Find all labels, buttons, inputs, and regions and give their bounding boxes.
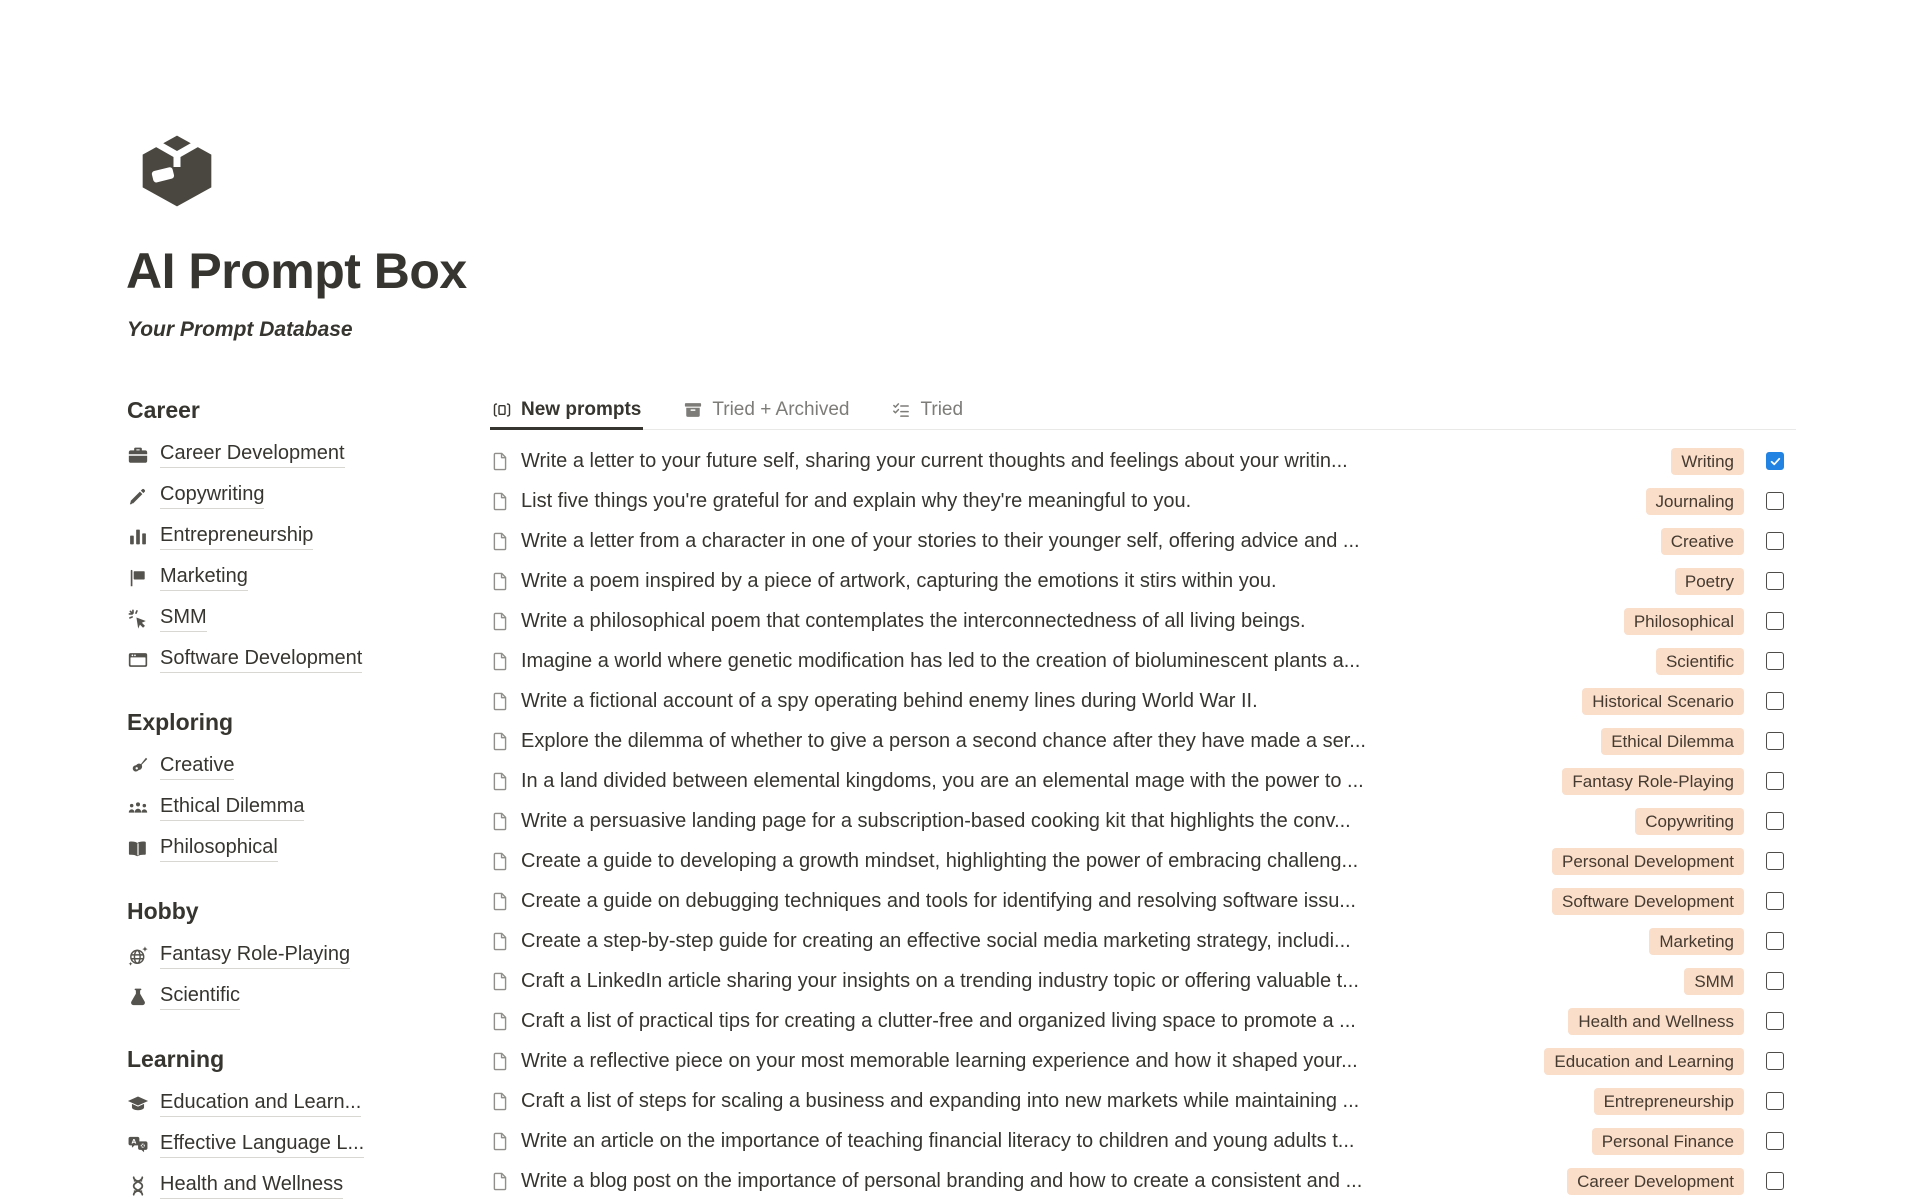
category-sidebar	[127, 392, 493, 1199]
prompt-link[interactable]: Write a fictional account of a spy operating behind enemy lines during World War II.	[521, 690, 1258, 713]
prompt-link[interactable]: Craft a LinkedIn article sharing your insights on a trending industry topic or offering valuable t...	[521, 970, 1359, 993]
sidebar-item-label: Entrepreneurship	[160, 524, 313, 550]
prompt-link[interactable]: Write a reflective piece on your most memorable learning experience and how it shaped your...	[521, 1050, 1358, 1073]
sidebar-item-label: Scientific	[160, 984, 240, 1010]
prompt-link[interactable]: Write a poem inspired by a piece of artwork, capturing the emotions it stirs within you.	[521, 570, 1277, 593]
tried-checkbox[interactable]	[1766, 1132, 1784, 1150]
prompt-table	[490, 441, 1796, 1199]
tag-pill-smm[interactable]: SMM	[1684, 968, 1744, 995]
prompt-link[interactable]: Create a step-by-step guide for creating an effective social media marketing strategy, includi...	[521, 930, 1351, 953]
page-file-icon	[490, 811, 511, 832]
sidebar-item-label: Education and Learn...	[160, 1091, 361, 1117]
view-tabbar	[490, 392, 1796, 430]
page-file-icon	[490, 531, 511, 552]
tag-pill-fantasy-role-playing[interactable]: Fantasy Role-Playing	[1562, 768, 1744, 795]
prompt-link[interactable]: In a land divided between elemental kingdoms, you are an elemental mage with the power to ...	[521, 770, 1364, 793]
tag-pill-ethical-dilemma[interactable]: Ethical Dilemma	[1601, 728, 1744, 755]
sidebar-item-entrepreneurship[interactable]	[127, 516, 493, 557]
sidebar-item-label: Software Development	[160, 647, 362, 673]
table-row	[490, 961, 1796, 1001]
prompt-link[interactable]: Write a letter to your future self, sharing your current thoughts and feelings about your writin...	[521, 450, 1348, 473]
sidebar-section	[127, 394, 493, 680]
gallery-icon	[492, 400, 512, 420]
table-row	[490, 761, 1796, 801]
people-icon	[127, 797, 149, 819]
prompt-link[interactable]: Write a blog post on the importance of personal branding and how to create a consistent and ...	[521, 1170, 1362, 1193]
tried-checkbox[interactable]	[1766, 1052, 1784, 1070]
sidebar-section	[127, 1043, 493, 1199]
page-subtitle: Your Prompt Database	[127, 318, 353, 341]
tag-pill-writing[interactable]: Writing	[1671, 448, 1744, 475]
box-logo-icon	[137, 126, 217, 216]
tag-pill-marketing[interactable]: Marketing	[1649, 928, 1744, 955]
table-row	[490, 1081, 1796, 1121]
tab-tried[interactable]	[889, 392, 965, 430]
tried-checkbox[interactable]	[1766, 572, 1784, 590]
table-row	[490, 601, 1796, 641]
sidebar-section-items	[127, 935, 493, 1017]
globe-sparkle-icon	[127, 945, 149, 967]
tag-pill-historical-scenario[interactable]: Historical Scenario	[1582, 688, 1744, 715]
cursor-click-icon	[127, 608, 149, 630]
tried-checkbox[interactable]	[1766, 612, 1784, 630]
graduation-cap-icon	[127, 1093, 149, 1115]
table-row	[490, 1041, 1796, 1081]
prompt-link[interactable]: Write an article on the importance of teaching financial literacy to children and young adults t...	[521, 1130, 1354, 1153]
flag-icon	[127, 567, 149, 589]
sidebar-item-label: Marketing	[160, 565, 248, 591]
sidebar-section-heading-learning: Learning	[127, 1046, 225, 1072]
page-file-icon	[490, 491, 511, 512]
table-row	[490, 441, 1796, 481]
table-row	[490, 681, 1796, 721]
sidebar-item-copywriting[interactable]	[127, 475, 493, 516]
sidebar-item-label: SMM	[160, 606, 207, 632]
sidebar-section-items	[127, 746, 493, 869]
sidebar-item-label: Philosophical	[160, 836, 278, 862]
open-book-icon	[127, 838, 149, 860]
tried-checkbox[interactable]	[1766, 732, 1784, 750]
sidebar-section-heading-hobby: Hobby	[127, 898, 199, 924]
tag-pill-copywriting[interactable]: Copywriting	[1635, 808, 1744, 835]
page-file-icon	[490, 1131, 511, 1152]
page-file-icon	[490, 1011, 511, 1032]
archive-icon	[683, 400, 703, 420]
page-title: AI Prompt Box	[126, 243, 467, 299]
page-file-icon	[490, 851, 511, 872]
sidebar-item-label: Effective Language L...	[160, 1132, 364, 1158]
sidebar-item-career-development[interactable]	[127, 434, 493, 475]
prompt-link[interactable]: Create a guide to developing a growth mindset, highlighting the power of embracing challeng...	[521, 850, 1358, 873]
sidebar-item-education-and-learn[interactable]	[127, 1083, 493, 1124]
page-file-icon	[490, 771, 511, 792]
tab-label: Tried	[920, 398, 964, 420]
sidebar-section-heading-career: Career	[127, 397, 200, 423]
prompt-link[interactable]: Imagine a world where genetic modification has led to the creation of bioluminescent plants a...	[521, 650, 1360, 673]
prompt-link[interactable]: Write a letter from a character in one of your stories to their younger self, offering advice and ...	[521, 530, 1360, 553]
table-row	[490, 521, 1796, 561]
sidebar-item-health-and-wellness[interactable]	[127, 1165, 493, 1199]
prompt-database	[490, 392, 1796, 1199]
page-file-icon	[490, 571, 511, 592]
tab-label: Tried + Archived	[712, 398, 850, 420]
prompt-link[interactable]: Craft a list of steps for scaling a business and expanding into new markets while maintaining ...	[521, 1090, 1359, 1113]
prompt-link[interactable]: Create a guide on debugging techniques and tools for identifying and resolving software issu...	[521, 890, 1356, 913]
tried-checkbox[interactable]	[1766, 692, 1784, 710]
table-row	[490, 881, 1796, 921]
table-row	[490, 1001, 1796, 1041]
tag-pill-education-and-learning[interactable]: Education and Learning	[1544, 1048, 1744, 1075]
page-file-icon	[490, 691, 511, 712]
tag-pill-personal-finance[interactable]: Personal Finance	[1592, 1128, 1744, 1155]
sidebar-item-scientific[interactable]	[127, 976, 493, 1017]
tried-checkbox[interactable]	[1766, 452, 1784, 470]
flask-icon	[127, 986, 149, 1008]
tag-pill-career-development[interactable]: Career Development	[1567, 1168, 1744, 1195]
sidebar-item-label: Fantasy Role-Playing	[160, 943, 350, 969]
sidebar-section-heading-exploring: Exploring	[127, 709, 234, 735]
tried-checkbox[interactable]	[1766, 652, 1784, 670]
sidebar-section	[127, 706, 493, 869]
tried-checkbox[interactable]	[1766, 812, 1784, 830]
sidebar-item-creative[interactable]	[127, 746, 493, 787]
tried-checkbox[interactable]	[1766, 1172, 1784, 1190]
tab-new-prompts[interactable]	[490, 392, 643, 430]
sidebar-section-items	[127, 1083, 493, 1199]
tried-checkbox[interactable]	[1766, 972, 1784, 990]
tried-checkbox[interactable]	[1766, 492, 1784, 510]
tag-pill-creative[interactable]: Creative	[1661, 528, 1744, 555]
prompt-link[interactable]: Craft a list of practical tips for creating a clutter-free and organized living space to promote a ...	[521, 1010, 1356, 1033]
table-row	[490, 561, 1796, 601]
sidebar-section-items	[127, 434, 493, 680]
tab-tried-archived[interactable]	[681, 392, 851, 430]
page-file-icon	[490, 1091, 511, 1112]
tried-checkbox[interactable]	[1766, 1092, 1784, 1110]
language-chat-icon	[127, 1134, 149, 1156]
prompt-link[interactable]: Explore the dilemma of whether to give a person a second chance after they have made a ser...	[521, 730, 1366, 753]
sidebar-item-label: Copywriting	[160, 483, 264, 509]
tab-label: New prompts	[521, 398, 642, 420]
page-file-icon	[490, 451, 511, 472]
table-row	[490, 801, 1796, 841]
table-row	[490, 1121, 1796, 1161]
page-file-icon	[490, 891, 511, 912]
sidebar-item-fantasy-role-playing[interactable]	[127, 935, 493, 976]
tag-pill-health-and-wellness[interactable]: Health and Wellness	[1568, 1008, 1744, 1035]
sidebar-section	[127, 895, 493, 1017]
sidebar-item-smm[interactable]	[127, 598, 493, 639]
tag-pill-software-development[interactable]: Software Development	[1552, 888, 1744, 915]
guitar-icon	[127, 756, 149, 778]
table-row	[490, 641, 1796, 681]
tried-checkbox[interactable]	[1766, 532, 1784, 550]
page-file-icon	[490, 971, 511, 992]
page-file-icon	[490, 731, 511, 752]
tried-checkbox[interactable]	[1766, 932, 1784, 950]
table-row	[490, 721, 1796, 761]
tag-pill-poetry[interactable]: Poetry	[1675, 568, 1744, 595]
sidebar-item-software-development[interactable]	[127, 639, 493, 680]
sidebar-item-marketing[interactable]	[127, 557, 493, 598]
tag-pill-entrepreneurship[interactable]: Entrepreneurship	[1594, 1088, 1744, 1115]
checklist-icon	[891, 400, 911, 420]
dna-icon	[127, 1175, 149, 1197]
table-row	[490, 1161, 1796, 1199]
sidebar-item-label: Career Development	[160, 442, 345, 468]
table-row	[490, 841, 1796, 881]
tag-pill-journaling[interactable]: Journaling	[1646, 488, 1744, 515]
tried-checkbox[interactable]	[1766, 892, 1784, 910]
sidebar-item-label: Ethical Dilemma	[160, 795, 304, 821]
page-file-icon	[490, 611, 511, 632]
sidebar-item-label: Health and Wellness	[160, 1173, 343, 1199]
sidebar-item-label: Creative	[160, 754, 234, 780]
sidebar-item-philosophical[interactable]	[127, 828, 493, 869]
page-file-icon	[490, 931, 511, 952]
sidebar-item-effective-language-l[interactable]	[127, 1124, 493, 1165]
prompt-link[interactable]: Write a persuasive landing page for a subscription-based cooking kit that highlights the conv...	[521, 810, 1351, 833]
tag-pill-personal-development[interactable]: Personal Development	[1552, 848, 1744, 875]
sidebar-item-ethical-dilemma[interactable]	[127, 787, 493, 828]
page-file-icon	[490, 1051, 511, 1072]
page-file-icon	[490, 1171, 511, 1192]
browser-window-icon	[127, 649, 149, 671]
table-row	[490, 921, 1796, 961]
table-row	[490, 481, 1796, 521]
prompt-link[interactable]: List five things you're grateful for and explain why they're meaningful to you.	[521, 490, 1191, 513]
page-file-icon	[490, 651, 511, 672]
bar-chart-icon	[127, 526, 149, 548]
tried-checkbox[interactable]	[1766, 852, 1784, 870]
pencil-icon	[127, 485, 149, 507]
briefcase-icon	[127, 444, 149, 466]
tag-pill-scientific[interactable]: Scientific	[1656, 648, 1744, 675]
tried-checkbox[interactable]	[1766, 772, 1784, 790]
tag-pill-philosophical[interactable]: Philosophical	[1624, 608, 1744, 635]
tried-checkbox[interactable]	[1766, 1012, 1784, 1030]
prompt-link[interactable]: Write a philosophical poem that contemplates the interconnectedness of all living beings.	[521, 610, 1306, 633]
